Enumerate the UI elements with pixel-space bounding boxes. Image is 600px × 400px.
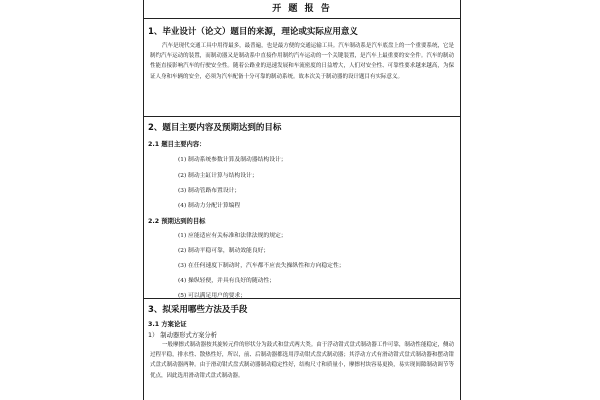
section-3-paragraph: 一般摩擦式制动器按其旋转元件的形状分为鼓式和盘式两大类。由于浮动钳式盘式制动器工作可靠，制动性能稳定，侧动过程平稳，排水性、散热性好，所以，前、后制动器都选用浮动钳式盘式制动器；其浮动方式有滑动钳式盘式制动器和摆动钳式盘式制动器两种。由于滑动钳式盘式制动器制动稳定性好，结构尺寸和质量小，摩擦衬块容易更换，易实现间隙制动调节等优点，因此选用滑动钳式盘式制动器。 bbox=[150, 342, 454, 379]
report-document bbox=[143, 0, 461, 400]
section-1-paragraph: 汽车是现代交通工具中用得最多，最普遍，也是最方便的交通运输工具。汽车制动系是汽车底盘上的一个重要系统，它是制约汽车运动的装置，而制动器又是制动系中直接作用制约汽车运动的一个关键装置，是汽车上最重要的安全件。汽车的制动性能直接影响汽车的行驶安全性。随着公路业的迅速发展和车流密度的日益增大，人们对安全性、可靠性要求越来越高，为保证人身和车辆的安全，必须为汽车配备十分可靠的制动系统。故本次关于制动器的设计题目有实际意义。 bbox=[150, 43, 454, 80]
section-divider bbox=[144, 298, 460, 299]
section-2-heading: 2、题目主要内容及预期达到的目标 bbox=[148, 123, 282, 133]
section-3-heading: 3、拟采用哪些方法及手段 bbox=[148, 305, 248, 315]
content-item-1: (1) 制动系统参数计算及制动器结构设计； bbox=[178, 157, 287, 163]
goal-item-1: (1) 应能适应有关标准和法律法规的规定； bbox=[178, 233, 287, 239]
goal-item-2: (2) 制动平稳可靠，制动效能良好； bbox=[178, 248, 270, 254]
goal-item-3: (3) 在任何速度下制动时，汽车都不应丧失操纵性和方向稳定性； bbox=[178, 263, 345, 269]
content-item-3: (3) 制动管路布置设计； bbox=[178, 188, 241, 194]
goal-item-5: (5) 可以满足用户的要求； bbox=[178, 293, 247, 299]
content-item-4: (4) 制动力分配计算编程 bbox=[178, 203, 241, 209]
section-1-heading: 1、毕业设计（论文）题目的来源，理论或实际应用意义 bbox=[148, 27, 358, 37]
subsection-3-1-item: 1） 制动器形式方案分析 bbox=[148, 332, 217, 339]
subsection-2-1-heading: 2.1 题目主要内容： bbox=[148, 141, 206, 148]
subsection-3-1-heading: 3.1 方案论证 bbox=[148, 321, 187, 328]
document-title: 开 题 报 告 bbox=[144, 0, 460, 19]
goal-item-4: (4) 操纵轻便，并具有良好的随动性； bbox=[178, 278, 276, 284]
content-item-2: (2) 制动主缸计算与结构设计； bbox=[178, 173, 258, 179]
subsection-2-2-heading: 2.2 预期达到的目标 bbox=[148, 218, 206, 225]
section-divider bbox=[144, 116, 460, 117]
